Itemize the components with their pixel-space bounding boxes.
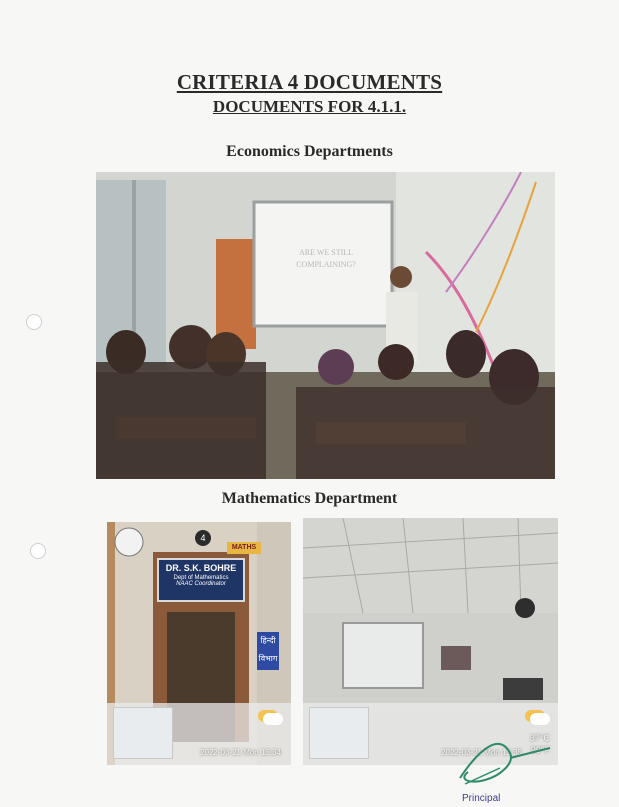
maths-tag: MATHS <box>227 542 261 554</box>
principal-signature-icon <box>440 728 560 792</box>
photo-timestamp: 2022-03-21 Mon 13:34 <box>200 748 281 757</box>
section-heading-economics: Economics Departments <box>226 143 393 160</box>
weather-icon <box>530 713 550 725</box>
projector-screen-text: ARE WE STILL COMPLAINING? <box>296 248 356 269</box>
nameplate-name: DR. S.K. BOHRE <box>165 563 237 573</box>
temperature-celsius: 37°C <box>529 733 550 743</box>
mathematics-door-photo <box>107 522 291 765</box>
nameplate-dept: Dept of Mathematics <box>173 575 229 581</box>
document-subtitle: DOCUMENTS FOR 4.1.1. <box>212 97 407 116</box>
principal-label: Principal <box>462 793 501 804</box>
hindi-department-sign: हिन्दी विभाग <box>257 632 279 670</box>
punch-hole-top <box>26 314 42 330</box>
photo-timestamp: 2022-03-21 Mon 13:35 <box>441 748 522 757</box>
economics-classroom-photo <box>96 172 555 479</box>
map-thumbnail-icon <box>113 707 173 759</box>
faculty-nameplate <box>157 558 245 602</box>
temperature-fahrenheit: 99°F <box>530 745 550 755</box>
door-number: 4 <box>195 530 211 546</box>
punch-hole-bottom <box>30 543 46 559</box>
classroom-scene <box>96 172 555 479</box>
document-title: CRITERIA 4 DOCUMENTS <box>176 70 443 94</box>
section-heading-mathematics: Mathematics Department <box>221 490 398 507</box>
nameplate-role: NAAC Coordinator <box>176 581 226 587</box>
weather-icon <box>263 713 283 725</box>
map-thumbnail-icon <box>309 707 369 759</box>
